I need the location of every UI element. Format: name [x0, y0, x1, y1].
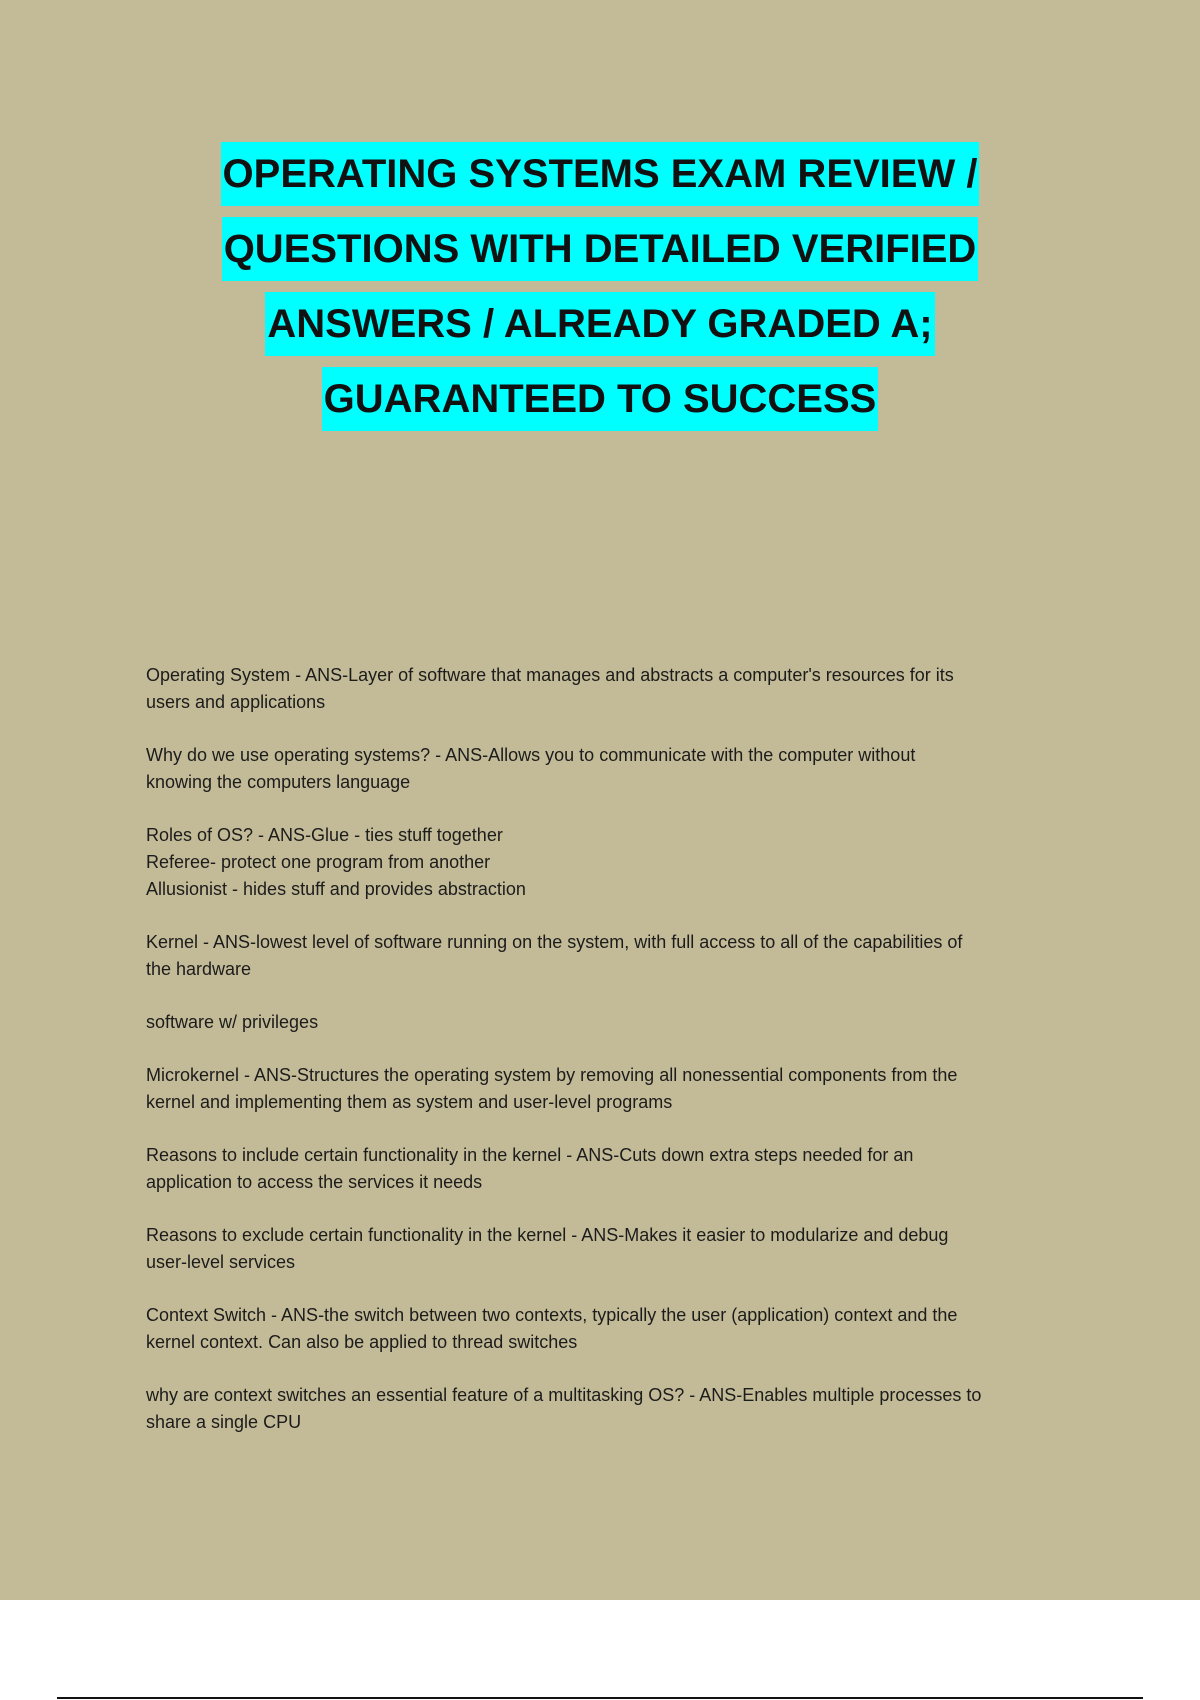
entry-text: Microkernel - ANS-Structures the operating system by removing all nonessential components from the	[146, 1065, 958, 1085]
title-line	[0, 292, 1200, 367]
title-text: GUARANTEED TO SUCCESS	[322, 367, 879, 431]
entry-text: Reasons to include certain functionality in the kernel - ANS-Cuts down extra steps needed for an	[146, 1145, 914, 1165]
footer-divider	[57, 1697, 1143, 1699]
entry-text: share a single CPU	[146, 1412, 302, 1432]
qa-entry-roles-of-os	[146, 822, 1086, 903]
entry-text: Roles of OS? - ANS-Glue - ties stuff together	[146, 825, 503, 845]
qa-entry-why-use-os	[146, 742, 1086, 796]
qa-entry-context-switch	[146, 1302, 1086, 1356]
entry-text: users and applications	[146, 692, 326, 712]
entry-text: software w/ privileges	[146, 1012, 319, 1032]
title-line	[0, 367, 1200, 442]
qa-entry-kernel	[146, 929, 1086, 983]
entry-text: Referee- protect one program from another	[146, 852, 491, 872]
qa-entries	[146, 662, 1086, 1462]
entry-text: kernel and implementing them as system and user-level programs	[146, 1092, 673, 1112]
entry-text: kernel context. Can also be applied to thread switches	[146, 1332, 578, 1352]
document-title	[0, 142, 1200, 442]
entry-text: Why do we use operating systems? - ANS-Allows you to communicate with the computer without	[146, 745, 916, 765]
entry-text: application to access the services it needs	[146, 1172, 483, 1192]
qa-entry-software-privileges	[146, 1009, 1086, 1036]
entry-text: Operating System - ANS-Layer of software that manages and abstracts a computer's resources for its	[146, 665, 954, 685]
title-line	[0, 217, 1200, 292]
title-text: QUESTIONS WITH DETAILED VERIFIED	[222, 217, 979, 281]
entry-text: user-level services	[146, 1252, 296, 1272]
entry-text: why are context switches an essential feature of a multitasking OS? - ANS-Enables multiple processes to	[146, 1385, 982, 1405]
qa-entry-exclude-functionality	[146, 1222, 1086, 1276]
entry-text: knowing the computers language	[146, 772, 411, 792]
qa-entry-include-functionality	[146, 1142, 1086, 1196]
title-text: OPERATING SYSTEMS EXAM REVIEW /	[221, 142, 980, 206]
entry-text: the hardware	[146, 959, 252, 979]
title-line	[0, 142, 1200, 217]
title-text: ANSWERS / ALREADY GRADED A;	[265, 292, 934, 356]
entry-text: Context Switch - ANS-the switch between two contexts, typically the user (application) context and the	[146, 1305, 958, 1325]
qa-entry-operating-system	[146, 662, 1086, 716]
qa-entry-context-switch-multitasking	[146, 1382, 1086, 1436]
entry-text: Kernel - ANS-lowest level of software running on the system, with full access to all of the capabilities of	[146, 932, 963, 952]
entry-text: Allusionist - hides stuff and provides abstraction	[146, 879, 526, 899]
qa-entry-microkernel	[146, 1062, 1086, 1116]
entry-text: Reasons to exclude certain functionality in the kernel - ANS-Makes it easier to modularize and debug	[146, 1225, 949, 1245]
